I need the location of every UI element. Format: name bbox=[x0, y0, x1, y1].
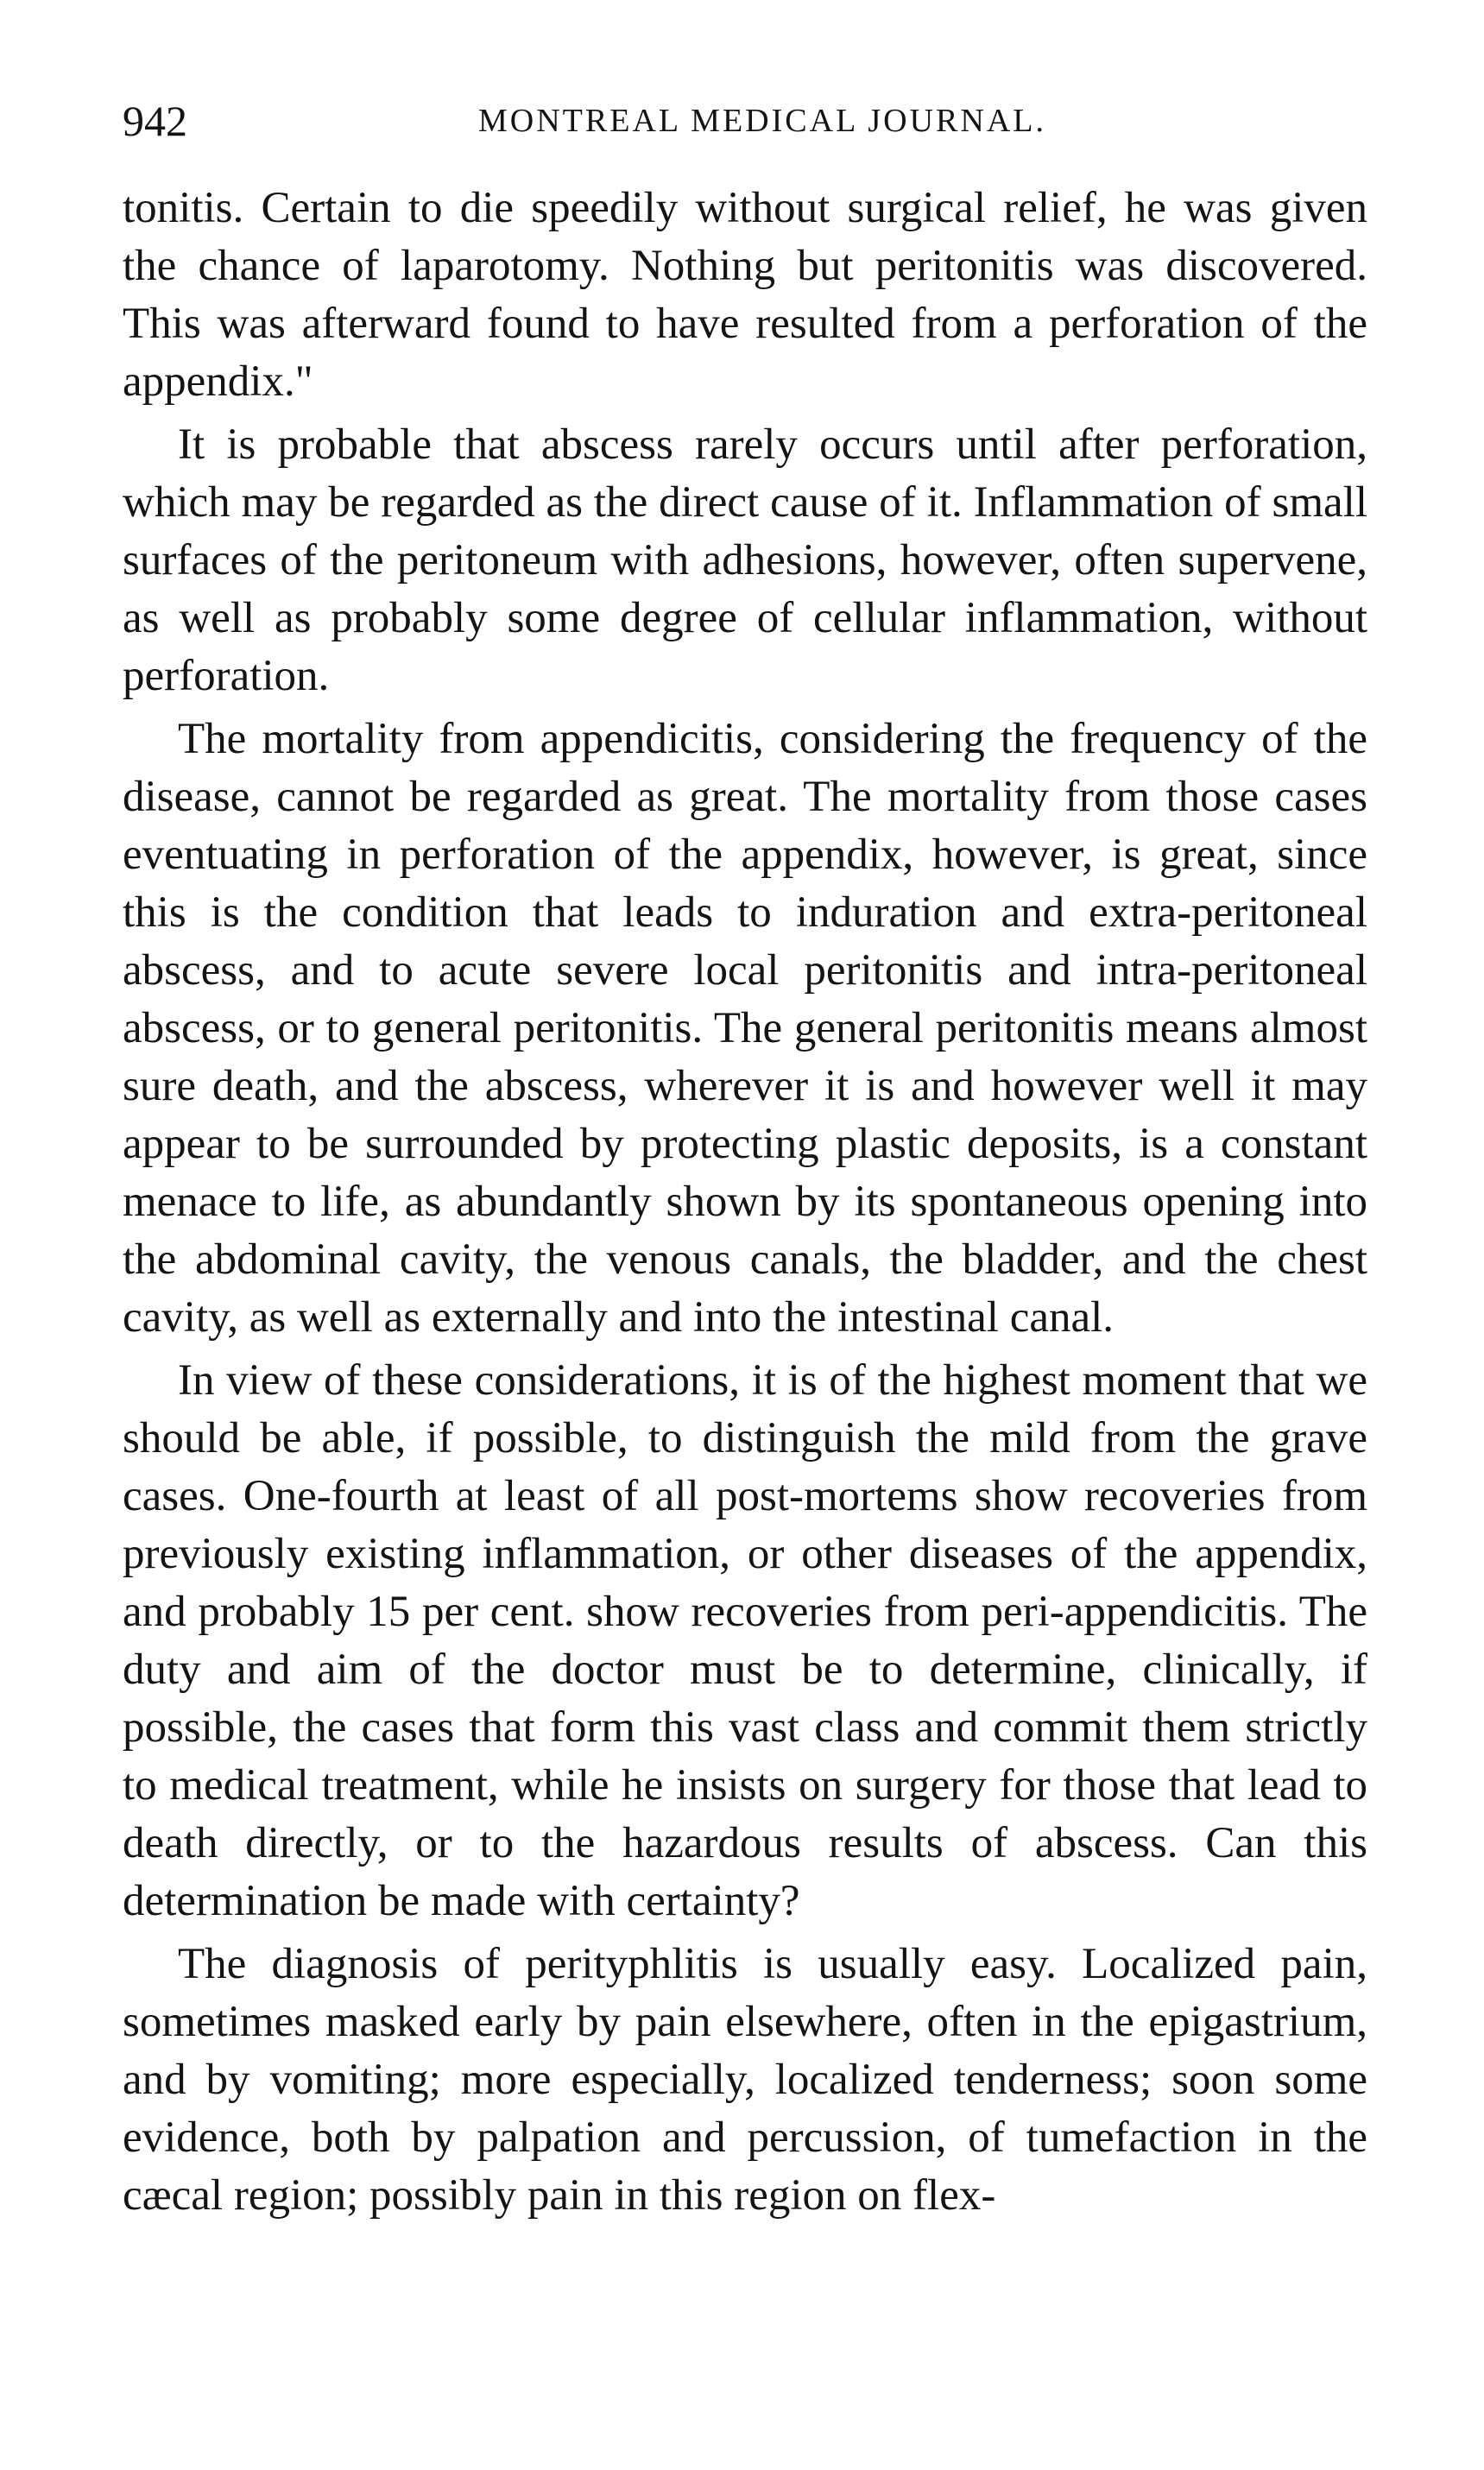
paragraph-continued: tonitis. Certain to die speedily without surgical relief, he was given the chance of laparotomy. Nothing but peritonitis was discovered. This was afterward found to have resulted from a perforation of the appendix." bbox=[123, 184, 1367, 406]
paragraph-mortality: The mortality from appendicitis, considering the frequency of the disease, cannot be regarded as great. The mortality from those cases eventuating in perforation of the appendix, however, is great, since this is the condition that leads to induration and extra-peritoneal abscess, and to acute severe local peritonitis and intra-peritoneal abscess, or to general peritonitis. The general peritonitis means almost sure death, and the abscess, wherever it is and however well it may appear to be surrounded by protecting plastic deposits, is a constant menace to life, as abundantly shown by its spontaneous opening into the abdominal cavity, the venous canals, the bladder, and the chest cavity, as well as externally and into the intestinal canal. bbox=[123, 715, 1367, 1342]
paragraph-abscess-perforation: It is probable that abscess rarely occurs until after perforation, which may be regarded as the direct cause of it. Inflammation of small surfaces of the peritoneum with adhesions, however, often supervene, as well as probably some degree of cellular inflammation, without perforation. bbox=[123, 420, 1367, 700]
body-text bbox=[123, 180, 1367, 2225]
paragraph-distinguish-cases: In view of these considerations, it is of the highest moment that we should be able, if possible, to distinguish the mild from the grave cases. One-fourth at least of all post-mortems show recoveries from previously existing inflammation, or other diseases of the appendix, and probably 15 per cent. show recoveries from peri-appendicitis. The duty and aim of the doctor must be to determine, clinically, if possible, the cases that form this vast class and commit them strictly to medical treatment, while he insists on surgery for those that lead to death directly, or to the hazardous results of abscess. Can this determination be made with certainty? bbox=[123, 1356, 1367, 1925]
journal-title: MONTREAL MEDICAL JOURNAL. bbox=[478, 103, 1046, 139]
running-head bbox=[123, 86, 1367, 155]
paragraph-diagnosis: The diagnosis of perityphlitis is usually easy. Localized pain, sometimes masked early by pain elsewhere, often in the epigastrium, and by vomiting; more especially, localized tenderness; soon some evidence, both by palpation and percussion, of tumefaction in the cæcal region; possibly pain in this region on flex- bbox=[123, 1940, 1367, 2220]
document-page bbox=[123, 86, 1367, 2230]
page-number: 942 bbox=[123, 97, 187, 145]
